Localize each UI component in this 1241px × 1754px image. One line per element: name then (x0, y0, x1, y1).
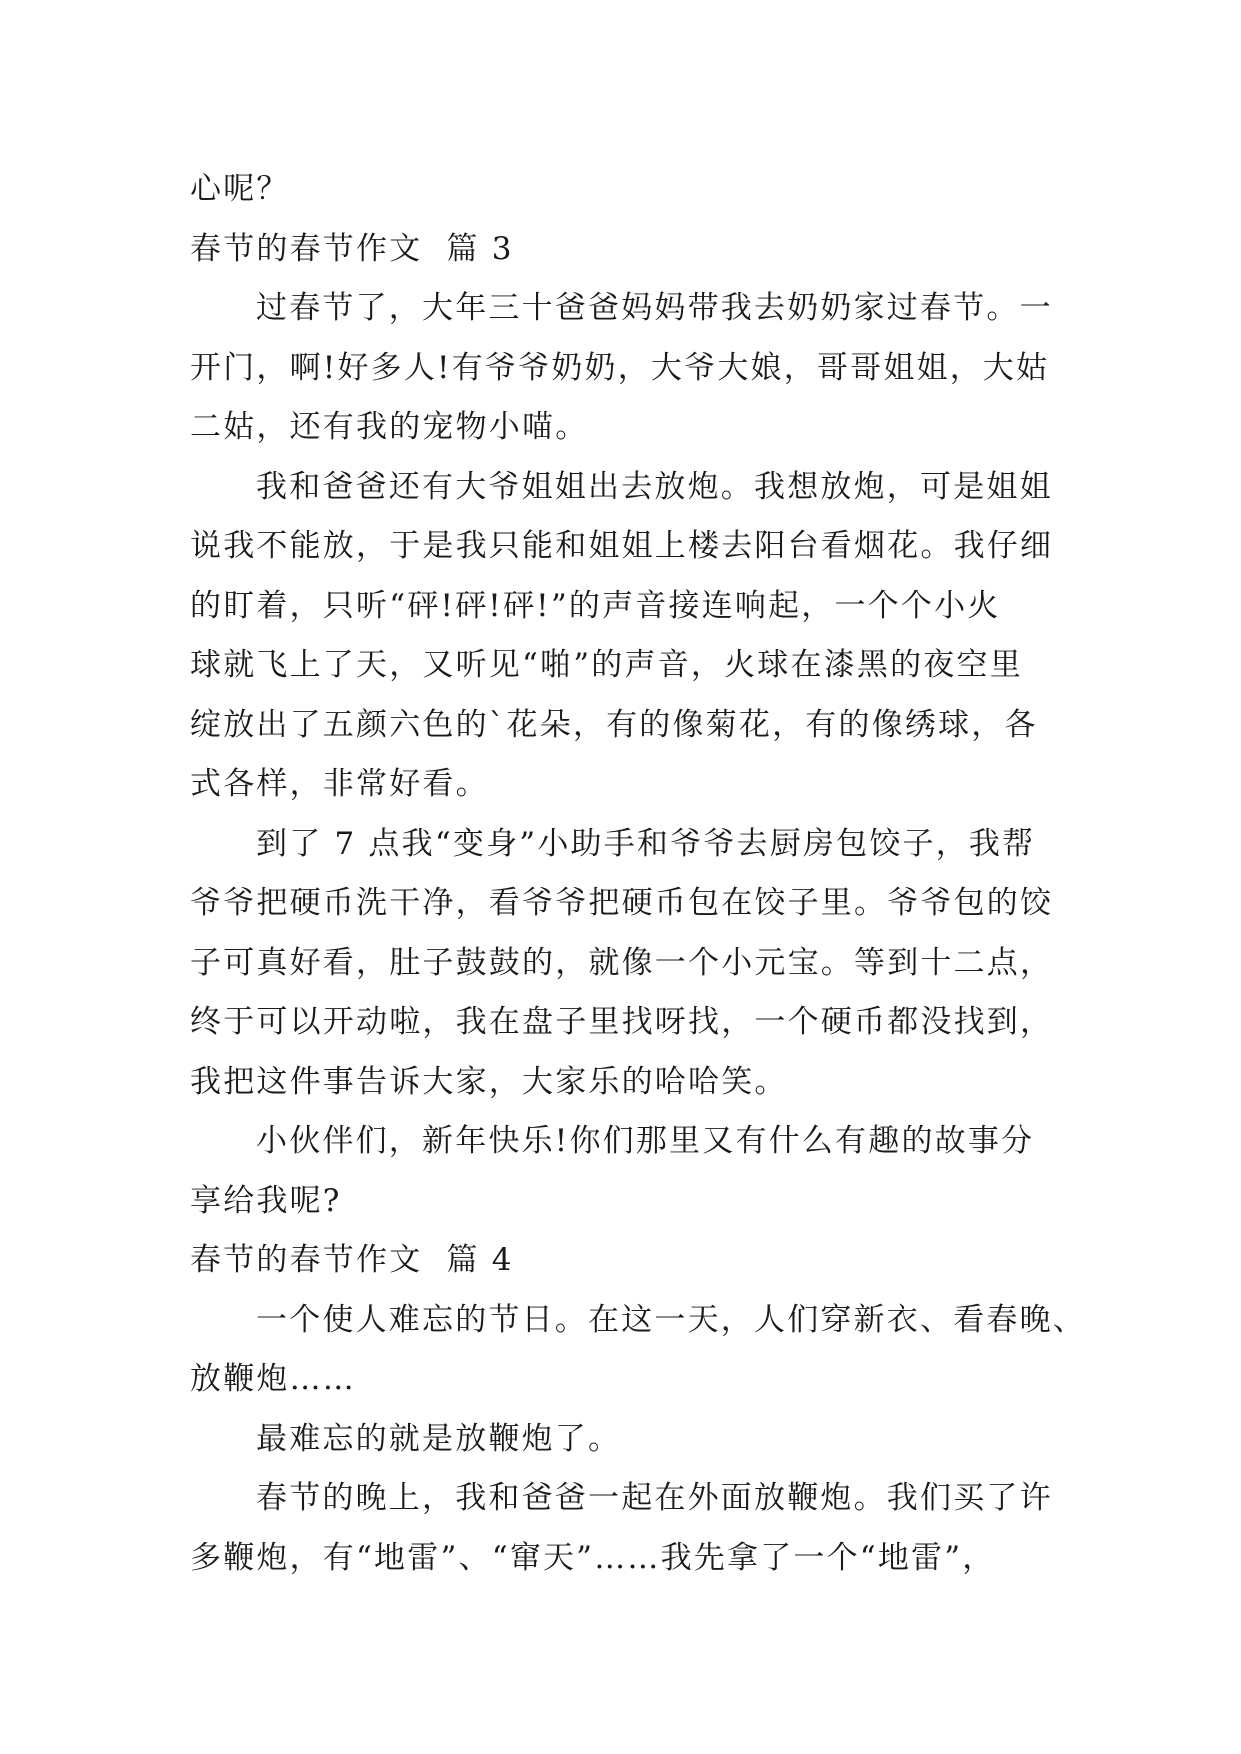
section-heading-4: 春节的春节作文 篇 4 (190, 1242, 514, 1278)
text-line-21: 放鞭炮…… (190, 1361, 356, 1397)
text-line-4: 开门，啊!好多人!有爷爷奶奶，大爷大娘，哥哥姐姐，大姑 (190, 349, 1050, 386)
text-line-22: 最难忘的就是放鞭炮了。 (256, 1420, 622, 1457)
section-heading-3: 春节的春节作文 篇 3 (190, 230, 514, 267)
document-page (190, 160, 1086, 1588)
text-line-5: 二姑，还有我的宠物小喵。 (190, 409, 589, 445)
text-line-24: 多鞭炮，有“地雷”、“窜天”……我先拿了一个“地雷”， (190, 1539, 996, 1576)
text-line-9: 球就飞上了天，又听见“啪”的声音，火球在漆黑的夜空里 (190, 647, 1023, 683)
text-line-14: 子可真好看，肚子鼓鼓的，就像一个小元宝。等到十二点， (190, 944, 1054, 981)
text-line-8: 的盯着，只听“砰!砰!砰!”的声音接连响起，一个个小火 (190, 587, 1001, 624)
text-line-15: 终于可以开动啦，我在盘子里找呀找，一个硬币都没找到， (190, 1004, 1054, 1040)
text-line-10: 绽放出了五颜六色的`花朵，有的像菊花，有的像绣球，各 (190, 706, 1038, 743)
text-line-23: 春节的晚上，我和爸爸一起在外面放鞭炮。我们买了许 (256, 1480, 1053, 1516)
text-line-7: 说我不能放，于是我只能和姐姐上楼去阳台看烟花。我仔细 (190, 528, 1054, 564)
text-line-12: 到了 7 点我“变身”小助手和爷爷去厨房包饺子，我帮 (256, 825, 1036, 862)
text-line-13: 爷爷把硬币洗干净，看爷爷把硬币包在饺子里。爷爷包的饺 (190, 885, 1054, 921)
text-line-20: 一个使人难忘的节日。在这一天，人们穿新衣、看春晚、 (256, 1301, 1086, 1338)
text-line-18: 享给我呢? (190, 1182, 342, 1219)
text-line-16: 我把这件事告诉大家，大家乐的哈哈笑。 (190, 1063, 788, 1100)
text-line-3: 过春节了，大年三十爸爸妈妈带我去奶奶家过春节。一 (256, 290, 1053, 326)
text-line-1: 心呢？ (190, 171, 290, 207)
text-line-17: 小伙伴们，新年快乐!你们那里又有什么有趣的故事分 (256, 1123, 1035, 1159)
text-line-6: 我和爸爸还有大爷姐姐出去放炮。我想放炮，可是姐姐 (256, 468, 1053, 505)
text-line-11: 式各样，非常好看。 (190, 766, 489, 802)
